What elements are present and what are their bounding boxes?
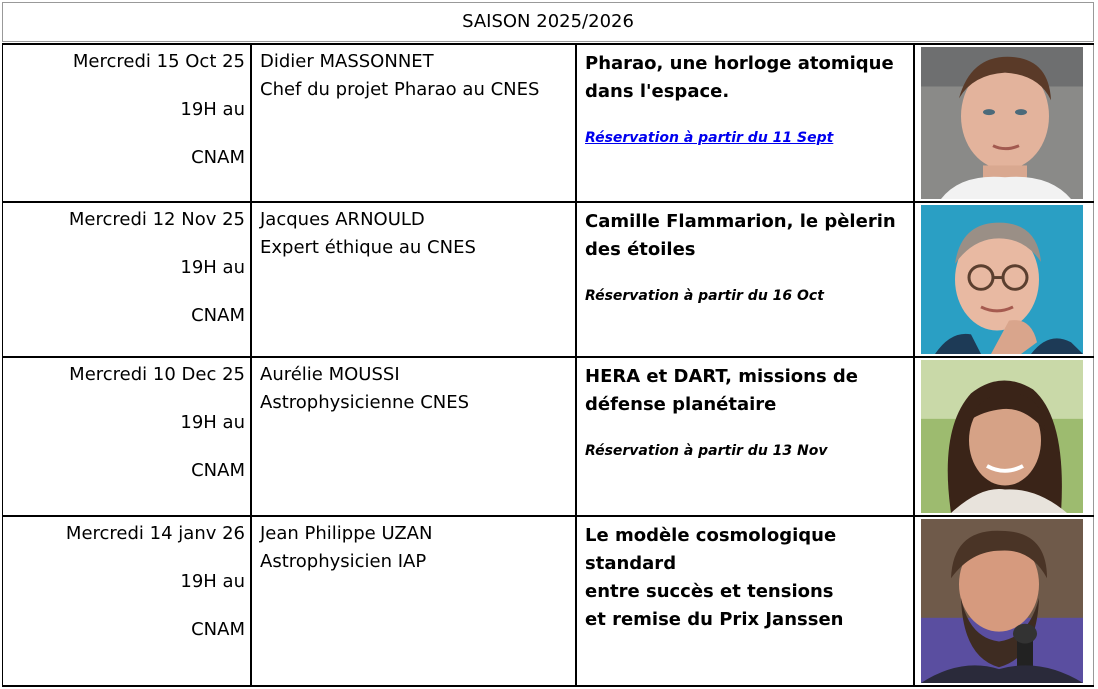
event-date: Mercredi 14 janv 26: [65, 523, 245, 544]
topic-line: Camille Flammarion, le pèlerin: [585, 211, 896, 232]
event-place: CNAM: [191, 619, 245, 640]
reservation-note: Réservation à partir du 13 Nov: [585, 443, 828, 459]
speaker-role: Chef du projet Pharao au CNES: [260, 79, 540, 100]
topic-cell: [577, 358, 915, 515]
topic-cell: [577, 517, 915, 685]
speaker-photo: [921, 205, 1083, 354]
table-bottom-border: [2, 685, 1094, 687]
speaker-name: Aurélie MOUSSI: [260, 364, 400, 385]
topic-title: [585, 208, 913, 264]
speaker-cell: [252, 358, 577, 515]
topic-line: dans l'espace.: [585, 81, 730, 102]
topic-title: [585, 522, 913, 634]
speaker-role: Expert éthique au CNES: [260, 237, 476, 258]
event-place: CNAM: [191, 147, 245, 168]
speaker-role: Astrophysicienne CNES: [260, 392, 470, 413]
speaker-role: Astrophysicien IAP: [260, 551, 427, 572]
event-time: 19H au: [180, 257, 245, 278]
speaker-photo: [921, 47, 1083, 199]
event-date-cell: [2, 45, 252, 201]
topic-cell: [577, 45, 915, 201]
speaker-photo-cell: [915, 517, 1094, 685]
event-time: 19H au: [180, 412, 245, 433]
event-date-cell: [2, 203, 252, 356]
event-place: CNAM: [191, 305, 245, 326]
topic-line: entre succès et tensions: [585, 581, 834, 602]
event-date-cell: [2, 517, 252, 685]
reservation-link[interactable]: Réservation à partir du 11 Sept: [585, 130, 834, 146]
event-date: Mercredi 12 Nov 25: [68, 209, 245, 230]
topic-line: Le modèle cosmologique standard: [585, 525, 837, 574]
speaker-photo-cell: [915, 203, 1094, 356]
event-place: CNAM: [191, 460, 245, 481]
event-row-2: [2, 201, 1094, 356]
event-date-cell: [2, 358, 252, 515]
event-time: 19H au: [180, 571, 245, 592]
topic-line: Pharao, une horloge atomique: [585, 53, 894, 74]
speaker-photo-cell: [915, 45, 1094, 201]
topic-line: des étoiles: [585, 239, 696, 260]
season-title: SAISON 2025/2026: [2, 2, 1094, 42]
speaker-cell: [252, 517, 577, 685]
event-date: Mercredi 15 Oct 25: [72, 51, 245, 72]
speaker-cell: [252, 203, 577, 356]
event-date: Mercredi 10 Dec 25: [69, 364, 245, 385]
speaker-name: Didier MASSONNET: [260, 51, 434, 72]
event-time: 19H au: [180, 99, 245, 120]
event-row-3: [2, 356, 1094, 515]
speaker-photo: [921, 360, 1083, 513]
speaker-photo: [921, 519, 1083, 683]
topic-title: [585, 50, 913, 106]
speaker-name: Jacques ARNOULD: [260, 209, 425, 230]
speaker-name: Jean Philippe UZAN: [260, 523, 433, 544]
topic-title: [585, 363, 913, 419]
topic-line: défense planétaire: [585, 394, 777, 415]
topic-line: et remise du Prix Janssen: [585, 609, 844, 630]
reservation-note: Réservation à partir du 16 Oct: [585, 288, 824, 304]
topic-cell: [577, 203, 915, 356]
speaker-cell: [252, 45, 577, 201]
topic-line: HERA et DART, missions de: [585, 366, 859, 387]
event-row-4: [2, 515, 1094, 685]
event-row-1: [2, 43, 1094, 201]
speaker-photo-cell: [915, 358, 1094, 515]
